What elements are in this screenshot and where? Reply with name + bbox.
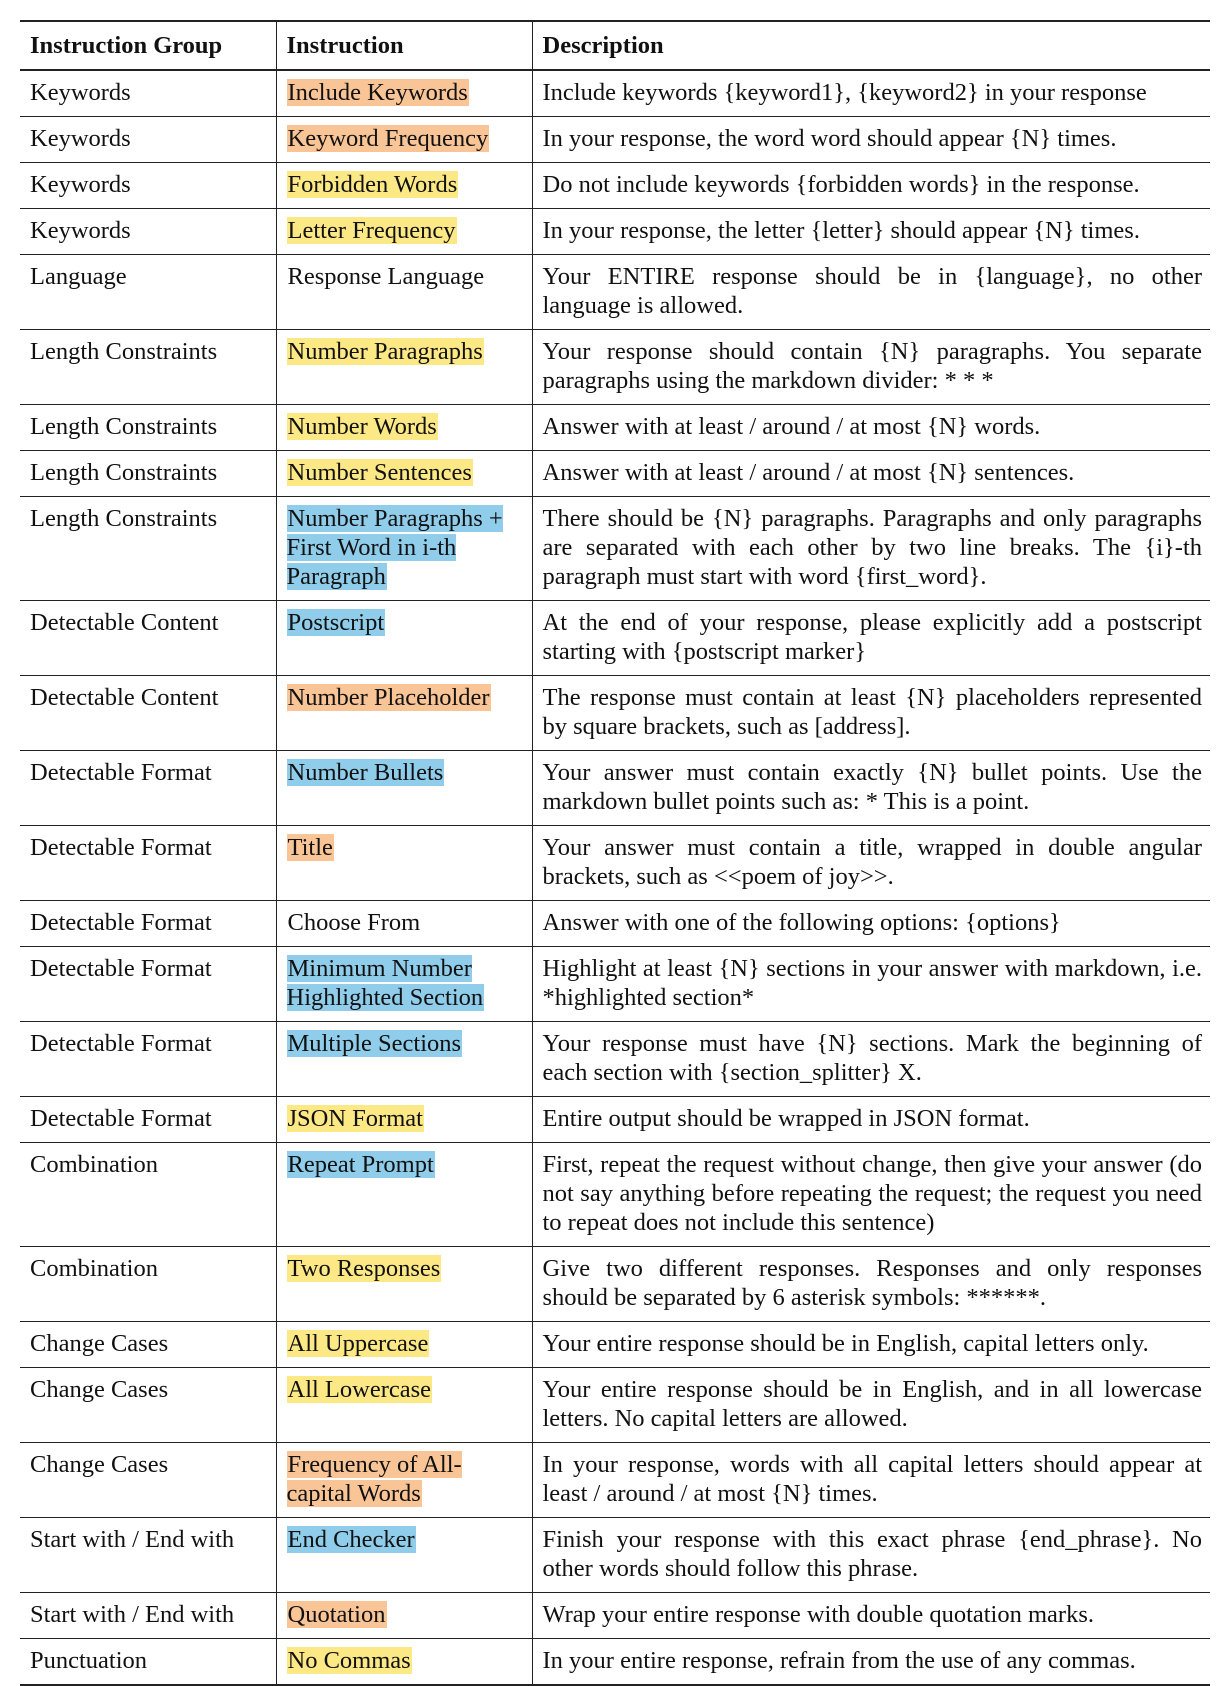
description-cell: At the end of your response, please explicitly add a postscript starting with {postscript marker} bbox=[532, 601, 1210, 676]
table-row bbox=[20, 947, 1210, 1022]
instruction-label: End Checker bbox=[287, 1526, 415, 1553]
instruction-cell bbox=[276, 255, 532, 330]
table-row bbox=[20, 117, 1210, 163]
description-cell: Answer with at least / around / at most {N} words. bbox=[532, 405, 1210, 451]
description-cell: In your response, the word word should appear {N} times. bbox=[532, 117, 1210, 163]
description-cell: Include keywords {keyword1}, {keyword2} in your response bbox=[532, 70, 1210, 117]
table-row bbox=[20, 676, 1210, 751]
table-row bbox=[20, 751, 1210, 826]
table-row bbox=[20, 826, 1210, 901]
table-row bbox=[20, 405, 1210, 451]
instruction-cell bbox=[276, 1518, 532, 1593]
description-cell: Your response must have {N} sections. Mark the beginning of each section with {section_splitter} X. bbox=[532, 1022, 1210, 1097]
table-row bbox=[20, 497, 1210, 601]
instruction-group-cell: Length Constraints bbox=[20, 405, 276, 451]
instruction-cell bbox=[276, 70, 532, 117]
instruction-label: JSON Format bbox=[287, 1105, 423, 1132]
table-row bbox=[20, 1143, 1210, 1247]
instruction-label: Frequency of All-capital Words bbox=[286, 1451, 462, 1507]
instruction-label: Response Language bbox=[287, 263, 485, 290]
instruction-group-cell: Length Constraints bbox=[20, 451, 276, 497]
instruction-label: Include Keywords bbox=[287, 79, 468, 106]
instruction-label: All Lowercase bbox=[287, 1376, 432, 1403]
description-cell: Your answer must contain exactly {N} bullet points. Use the markdown bullet points such as: * This is a point. bbox=[532, 751, 1210, 826]
instruction-cell bbox=[276, 826, 532, 901]
instruction-label: Number Paragraphs bbox=[287, 338, 483, 365]
instruction-group-cell: Combination bbox=[20, 1247, 276, 1322]
table-row bbox=[20, 70, 1210, 117]
instruction-group-cell: Detectable Format bbox=[20, 947, 276, 1022]
instruction-cell bbox=[276, 947, 532, 1022]
instruction-group-cell: Detectable Format bbox=[20, 751, 276, 826]
instruction-label: Quotation bbox=[287, 1601, 386, 1628]
instruction-group-cell: Length Constraints bbox=[20, 330, 276, 405]
instruction-label: Forbidden Words bbox=[287, 171, 458, 198]
table-row bbox=[20, 209, 1210, 255]
instruction-cell bbox=[276, 1593, 532, 1639]
instruction-label: Title bbox=[287, 834, 333, 861]
table-row bbox=[20, 1518, 1210, 1593]
description-cell: In your response, the letter {letter} should appear {N} times. bbox=[532, 209, 1210, 255]
table-row bbox=[20, 1022, 1210, 1097]
table-row bbox=[20, 601, 1210, 676]
table-body bbox=[20, 70, 1210, 1685]
instruction-group-cell: Detectable Content bbox=[20, 676, 276, 751]
instruction-cell bbox=[276, 676, 532, 751]
instruction-label: Letter Frequency bbox=[287, 217, 456, 244]
description-cell: Answer with at least / around / at most {N} sentences. bbox=[532, 451, 1210, 497]
instruction-label: No Commas bbox=[287, 1647, 411, 1674]
instruction-cell bbox=[276, 601, 532, 676]
instruction-label: Number Words bbox=[287, 413, 437, 440]
instruction-group-cell: Change Cases bbox=[20, 1368, 276, 1443]
instruction-cell bbox=[276, 163, 532, 209]
description-cell: Your entire response should be in English, capital letters only. bbox=[532, 1322, 1210, 1368]
description-cell: Your response should contain {N} paragraphs. You separate paragraphs using the markdown divider: * * * bbox=[532, 330, 1210, 405]
table-row bbox=[20, 1443, 1210, 1518]
header-description: Description bbox=[532, 21, 1210, 70]
instruction-group-cell: Keywords bbox=[20, 117, 276, 163]
instruction-group-cell: Detectable Format bbox=[20, 1097, 276, 1143]
header-row bbox=[20, 21, 1210, 70]
description-cell: The response must contain at least {N} placeholders represented by square brackets, such as [address]. bbox=[532, 676, 1210, 751]
instruction-group-cell: Length Constraints bbox=[20, 497, 276, 601]
instruction-group-cell: Keywords bbox=[20, 70, 276, 117]
description-cell: Give two different responses. Responses and only responses should be separated by 6 asterisk symbols: ******. bbox=[532, 1247, 1210, 1322]
instruction-cell bbox=[276, 1097, 532, 1143]
table-row bbox=[20, 163, 1210, 209]
instruction-group-cell: Detectable Content bbox=[20, 601, 276, 676]
table-row bbox=[20, 255, 1210, 330]
instruction-group-cell: Keywords bbox=[20, 209, 276, 255]
instruction-group-cell: Change Cases bbox=[20, 1322, 276, 1368]
instruction-cell bbox=[276, 1022, 532, 1097]
instruction-group-cell: Combination bbox=[20, 1143, 276, 1247]
description-cell: Your entire response should be in English, and in all lowercase letters. No capital letters are allowed. bbox=[532, 1368, 1210, 1443]
instruction-group-cell: Keywords bbox=[20, 163, 276, 209]
instruction-cell bbox=[276, 1639, 532, 1686]
table-row bbox=[20, 1639, 1210, 1686]
instruction-label: Number Paragraphs + First Word in i-th Paragraph bbox=[286, 505, 503, 590]
description-cell: In your response, words with all capital letters should appear at least / around / at most {N} times. bbox=[532, 1443, 1210, 1518]
instruction-label: Postscript bbox=[287, 609, 385, 636]
table-row bbox=[20, 1368, 1210, 1443]
instruction-label: Number Bullets bbox=[287, 759, 444, 786]
table-row bbox=[20, 1322, 1210, 1368]
instruction-label: Keyword Frequency bbox=[287, 125, 489, 152]
instruction-cell bbox=[276, 117, 532, 163]
instruction-cell bbox=[276, 209, 532, 255]
instruction-cell bbox=[276, 405, 532, 451]
description-cell: Answer with one of the following options: {options} bbox=[532, 901, 1210, 947]
instruction-label: Choose From bbox=[287, 909, 421, 936]
description-cell: Entire output should be wrapped in JSON format. bbox=[532, 1097, 1210, 1143]
description-cell: Wrap your entire response with double quotation marks. bbox=[532, 1593, 1210, 1639]
instruction-label: Repeat Prompt bbox=[287, 1151, 434, 1178]
instruction-group-cell: Detectable Format bbox=[20, 1022, 276, 1097]
table-row bbox=[20, 1097, 1210, 1143]
instruction-group-cell: Start with / End with bbox=[20, 1593, 276, 1639]
instruction-cell bbox=[276, 1143, 532, 1247]
description-cell: Do not include keywords {forbidden words} in the response. bbox=[532, 163, 1210, 209]
table-row bbox=[20, 451, 1210, 497]
header-instruction-group: Instruction Group bbox=[20, 21, 276, 70]
instruction-cell bbox=[276, 330, 532, 405]
header-instruction: Instruction bbox=[276, 21, 532, 70]
table-row bbox=[20, 1247, 1210, 1322]
table-row bbox=[20, 901, 1210, 947]
instruction-group-cell: Detectable Format bbox=[20, 901, 276, 947]
instruction-group-cell: Language bbox=[20, 255, 276, 330]
instruction-cell bbox=[276, 451, 532, 497]
instruction-cell bbox=[276, 1247, 532, 1322]
instruction-group-cell: Change Cases bbox=[20, 1443, 276, 1518]
instruction-cell bbox=[276, 901, 532, 947]
instruction-cell bbox=[276, 497, 532, 601]
description-cell: Finish your response with this exact phrase {end_phrase}. No other words should follow this phrase. bbox=[532, 1518, 1210, 1593]
instruction-label: Two Responses bbox=[287, 1255, 441, 1282]
instruction-label: Number Placeholder bbox=[287, 684, 490, 711]
description-cell: In your entire response, refrain from the use of any commas. bbox=[532, 1639, 1210, 1686]
description-cell: Your answer must contain a title, wrapped in double angular brackets, such as <<poem of joy>>. bbox=[532, 826, 1210, 901]
description-cell: Your ENTIRE response should be in {language}, no other language is allowed. bbox=[532, 255, 1210, 330]
instruction-group-cell: Detectable Format bbox=[20, 826, 276, 901]
table-header bbox=[20, 21, 1210, 70]
instruction-label: Number Sentences bbox=[287, 459, 472, 486]
instruction-cell bbox=[276, 751, 532, 826]
instruction-label: All Uppercase bbox=[287, 1330, 429, 1357]
instruction-label: Multiple Sections bbox=[287, 1030, 462, 1057]
instruction-label: Minimum Number Highlighted Section bbox=[286, 955, 484, 1011]
instruction-cell bbox=[276, 1368, 532, 1443]
description-cell: First, repeat the request without change, then give your answer (do not say anything before repeating the request; the request you need to repeat does not include this sentence) bbox=[532, 1143, 1210, 1247]
table-row bbox=[20, 330, 1210, 405]
description-cell: Highlight at least {N} sections in your answer with markdown, i.e. *highlighted section* bbox=[532, 947, 1210, 1022]
instruction-group-cell: Punctuation bbox=[20, 1639, 276, 1686]
instruction-group-cell: Start with / End with bbox=[20, 1518, 276, 1593]
instruction-cell bbox=[276, 1443, 532, 1518]
description-cell: There should be {N} paragraphs. Paragraphs and only paragraphs are separated with each other by two line breaks. The {i}-th paragraph must start with word {first_word}. bbox=[532, 497, 1210, 601]
instruction-table bbox=[20, 20, 1210, 1686]
instruction-cell bbox=[276, 1322, 532, 1368]
table-row bbox=[20, 1593, 1210, 1639]
